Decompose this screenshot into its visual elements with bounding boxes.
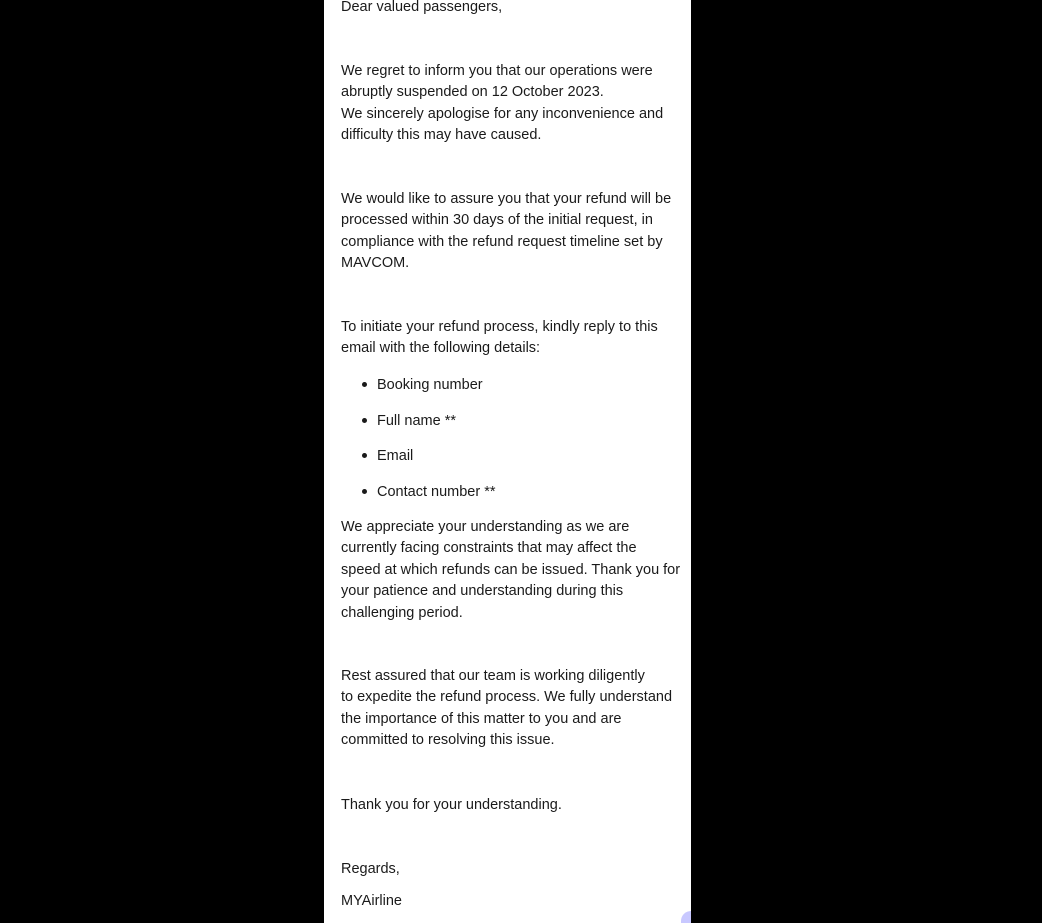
bullet-icon — [362, 453, 367, 458]
thanks-text: Thank you for your understanding. — [341, 797, 562, 813]
greeting — [341, 0, 681, 18]
signature-text: MYAirline — [341, 893, 402, 909]
bullet-icon — [362, 489, 367, 494]
thanks-line — [341, 795, 681, 816]
paragraph-line: the importance of this matter to you and are — [341, 710, 622, 727]
paragraph-line: We regret to inform you that our operations were — [341, 63, 653, 79]
bullet-icon — [362, 382, 367, 387]
list-item-label: Contact number ** — [377, 483, 496, 500]
list-item-label: Booking number — [377, 377, 483, 393]
list-item-label: Full name ** — [377, 412, 456, 429]
paragraph-line: We would like to assure you that your refund will be — [341, 191, 672, 207]
list-item-label: Email — [377, 448, 414, 464]
paragraph-refund-assurance — [341, 189, 681, 275]
paragraph-line: committed to resolving this issue. — [341, 732, 555, 749]
scroll-corner-indicator — [681, 911, 691, 923]
paragraph-line: abruptly suspended on 12 October 2023. — [341, 84, 604, 101]
paragraph-line: Rest assured that our team is working diligently — [341, 668, 645, 684]
paragraph-line: challenging period. — [341, 604, 463, 621]
greeting-text: Dear valued passengers, — [341, 0, 503, 15]
paragraph-line: compliance with the refund request timeline set by — [341, 233, 663, 250]
paragraph-line: speed at which refunds can be issued. Thank you for — [341, 561, 681, 578]
paragraph-suspension — [341, 61, 681, 147]
paragraph-line: your patience and understanding during this — [341, 583, 624, 600]
paragraph-constraints — [341, 517, 681, 624]
paragraph-line: We sincerely apologise for any inconvenience and — [341, 105, 664, 122]
signoff-text: Regards, — [341, 861, 400, 877]
paragraph-line: processed within 30 days of the initial request, in — [341, 212, 653, 229]
paragraph-line: to expedite the refund process. We fully understand — [341, 689, 673, 706]
email-page — [324, 0, 691, 923]
paragraph-refund-instructions — [341, 317, 681, 360]
paragraph-line: To initiate your refund process, kindly reply to this — [341, 319, 658, 335]
paragraph-line: We appreciate your understanding as we are — [341, 519, 630, 535]
paragraph-line: difficulty this may have caused. — [341, 127, 542, 144]
paragraph-reassurance — [341, 666, 681, 752]
signoff — [341, 859, 681, 880]
signature — [341, 891, 681, 912]
paragraph-line: MAVCOM. — [341, 255, 410, 272]
bullet-icon — [362, 418, 367, 423]
paragraph-line: currently facing constraints that may affect the — [341, 540, 637, 557]
paragraph-line: email with the following details: — [341, 340, 541, 357]
